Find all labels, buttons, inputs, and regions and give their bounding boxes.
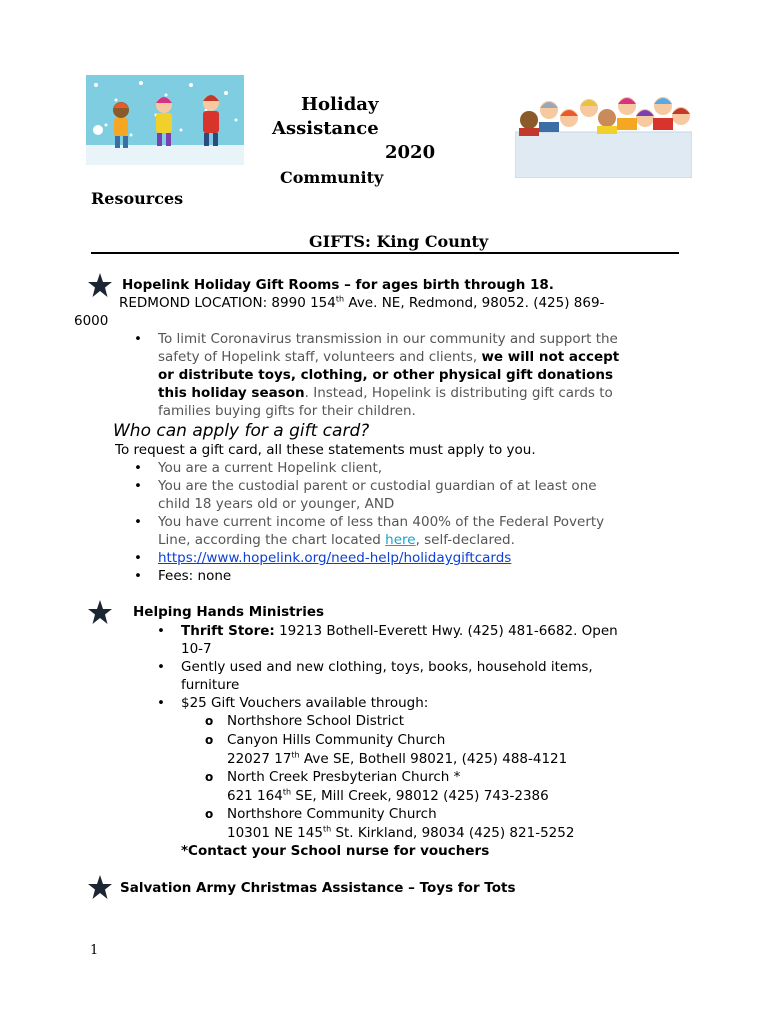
star-icon — [87, 599, 113, 625]
hopelink-bullet-1 — [158, 330, 618, 348]
requirement-2-cont: child 18 years old or younger, AND — [158, 496, 395, 512]
voucher-source-2-address — [227, 750, 567, 768]
helping-hands-title: Helping Hands Ministries — [133, 604, 325, 620]
kids-snow-illustration — [86, 75, 244, 165]
sub3-addr-b: SE, Mill Creek, 98012 (425) 743-2386 — [291, 788, 549, 804]
sub4-addr-sup: th — [322, 824, 332, 834]
kids-group-illustration — [515, 92, 692, 178]
page-number: 1 — [90, 943, 99, 958]
salvation-army-title: Salvation Army Christmas Assistance – Toys for Tots — [120, 880, 516, 896]
thrift-store-label: Thrift Store: — [181, 623, 275, 639]
req3-text-b: Line, according the chart located — [158, 532, 386, 548]
voucher-source-1: o Northshore School District — [227, 712, 404, 730]
poverty-chart-link[interactable]: here — [385, 532, 416, 548]
doc-title-line1: Holiday — [301, 94, 379, 115]
hopelink-bullet-1-line4 — [158, 384, 613, 402]
hopelink-location — [119, 294, 604, 312]
hopelink-url-item — [158, 549, 511, 567]
gently-used-item: • Gently used and new clothing, toys, books, household items, — [181, 658, 593, 676]
sub2-addr-sup: th — [291, 750, 300, 760]
gently-used-cont: furniture — [181, 677, 240, 693]
section-heading: GIFTS: King County — [309, 232, 489, 251]
voucher-source-4-address — [227, 824, 574, 842]
hopelink-location-sup: th — [335, 294, 345, 304]
requirement-1: • You are a current Hopelink client, — [158, 459, 382, 477]
request-text: To request a gift card, all these statements must apply to you. — [115, 442, 536, 458]
thrift-store-item — [181, 622, 618, 640]
hopelink-location-cont: 6000 — [74, 313, 109, 329]
star-icon — [87, 874, 113, 900]
voucher-source-3-address — [227, 787, 549, 805]
bullet1-line-b: safety of Hopelink staff, volunteers and clients, — [158, 349, 482, 365]
bullet1-line-d-bold: this holiday season — [158, 385, 305, 401]
hopelink-url-link[interactable]: https://www.hopelink.org/need-help/holidaygiftcards — [158, 550, 512, 566]
thrift-store-text: 19213 Bothell-Everett Hwy. (425) 481-6682. Open — [274, 623, 618, 639]
requirement-2: • You are the custodial parent or custodial guardian of at least one — [158, 477, 597, 495]
requirement-3-cont — [158, 531, 515, 549]
hopelink-bullet-1-line5: families buying gifts for their children. — [158, 403, 416, 419]
doc-title-line2: Assistance — [272, 118, 379, 139]
voucher-source-2: o Canyon Hills Community Church — [227, 731, 445, 749]
vouchers-item: • $25 Gift Vouchers available through: — [181, 694, 428, 712]
sub3-addr-a: 621 164 — [227, 788, 283, 804]
star-icon — [87, 272, 113, 298]
bullet1-line-d: . Instead, Hopelink is distributing gift cards to — [304, 385, 613, 401]
school-nurse-note: *Contact your School nurse for vouchers — [181, 843, 490, 859]
bullet1-line-a: To limit Coronavirus transmission in our community and support the — [158, 331, 618, 347]
doc-subtitle-line1: Community — [280, 168, 384, 187]
sub2-addr-b: Ave SE, Bothell 98021, (425) 488-4121 — [299, 751, 568, 767]
thrift-store-cont: 10-7 — [181, 641, 212, 657]
sub4-addr-b: St. Kirkland, 98034 (425) 821-5252 — [331, 825, 575, 841]
sub3-addr-sup: th — [282, 787, 292, 797]
doc-title-line3: 2020 — [385, 142, 436, 163]
section-divider — [91, 252, 679, 254]
sub2-addr-a: 22027 17 — [227, 751, 292, 767]
fees-item: • Fees: none — [158, 567, 231, 585]
voucher-source-4: o Northshore Community Church — [227, 805, 437, 823]
hopelink-location-a: REDMOND LOCATION: 8990 154 — [119, 295, 336, 311]
req3-text-c: , self-declared. — [415, 532, 515, 548]
voucher-source-3: o North Creek Presbyterian Church * — [227, 768, 460, 786]
bullet1-line-b-bold: we will not accept — [481, 349, 620, 365]
gift-card-question: Who can apply for a gift card? — [113, 421, 370, 441]
doc-subtitle-line2: Resources — [91, 189, 184, 208]
hopelink-bullet-1-line3: or distribute toys, clothing, or other physical gift donations — [158, 367, 614, 383]
sub4-addr-a: 10301 NE 145 — [227, 825, 323, 841]
hopelink-title: Hopelink Holiday Gift Rooms – for ages birth through 18. — [122, 277, 554, 293]
requirement-3: • You have current income of less than 400% of the Federal Poverty — [158, 513, 604, 531]
hopelink-bullet-1-line2 — [158, 348, 619, 366]
hopelink-location-b: Ave. NE, Redmond, 98052. (425) 869- — [344, 295, 605, 311]
